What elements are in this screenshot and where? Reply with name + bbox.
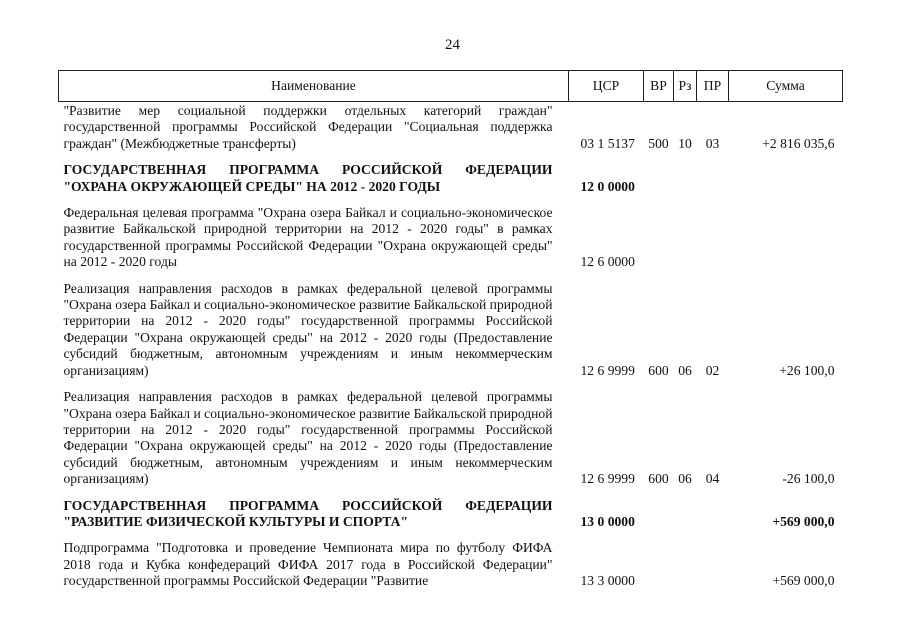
row-name: Подпрограмма "Подготовка и проведение Чемпионата мира по футболу ФИФА 2018 года и Кубка конфедераций ФИФА 2017 года в Российской Федерации" государственной программы Российской Федерации "Развитие (63, 540, 553, 589)
header-pr: ПР (697, 71, 729, 102)
row-name: Реализация направления расходов в рамках федеральной целевой программы "Охрана озера Байкал и социально-экономическое развитие Байкальской природной территории на 2012 - 2020 годы" государственной программы Российской Федерации "Охрана окружающей среды" на 2012 - 2020 годы (Предоставление субсидий бюджетным, автономным учреждениям и иным некоммерческим организациям) (63, 389, 553, 487)
row-vr: 500 (648, 135, 669, 151)
row-pr (697, 530, 729, 589)
page-number: 24 (445, 37, 460, 53)
header-vr: ВР (644, 71, 674, 102)
header-sum: Сумма (729, 71, 843, 102)
row-sum: -26 100,0 (782, 471, 835, 487)
table-row (59, 379, 843, 487)
row-pr (697, 152, 729, 195)
row-name: ГОСУДАРСТВЕННАЯ ПРОГРАММА РОССИЙСКОЙ ФЕДЕРАЦИИ "РАЗВИТИЕ ФИЗИЧЕСКОЙ КУЛЬТУРЫ И СПОРТА" (63, 497, 553, 529)
row-rz: 10 (678, 135, 692, 151)
row-sum: +2 816 035,6 (762, 135, 835, 151)
row-vr: 600 (648, 362, 669, 378)
row-vr (644, 530, 674, 589)
row-csr: 12 6 9999 (580, 362, 635, 378)
row-vr (644, 195, 674, 271)
row-name: Реализация направления расходов в рамках федеральной целевой программы "Охрана озера Байкал и социально-экономическое развитие Байкальской природной территории на 2012 - 2020 годы" государственной программы Российской Федерации "Охрана окружающей среды" на 2012 - 2020 годы (Предоставление субсидий бюджетным, автономным учреждениям и иным некоммерческим организациям) (63, 280, 553, 378)
row-pr: 03 (705, 135, 720, 151)
header-name: Наименование (59, 71, 569, 102)
row-sum: +569 000,0 (772, 513, 835, 529)
row-rz (674, 530, 697, 589)
row-pr: 04 (705, 471, 720, 487)
row-csr: 12 6 9999 (580, 471, 635, 487)
row-name: "Развитие мер социальной поддержки отдельных категорий граждан" государственной программы Российской Федерации "Социальная поддержка граждан" (Межбюджетные трансферты) (63, 103, 553, 151)
budget-table (58, 70, 843, 590)
row-vr (644, 488, 674, 531)
row-pr: 02 (705, 362, 720, 378)
row-rz (674, 488, 697, 531)
row-vr (644, 152, 674, 195)
row-sum (729, 195, 843, 271)
row-sum: +26 100,0 (779, 362, 835, 378)
row-csr: 03 1 5137 (580, 135, 635, 151)
row-rz (674, 152, 697, 195)
row-rz (674, 195, 697, 271)
row-rz: 06 (678, 471, 692, 487)
row-name: ГОСУДАРСТВЕННАЯ ПРОГРАММА РОССИЙСКОЙ ФЕДЕРАЦИИ "ОХРАНА ОКРУЖАЮЩЕЙ СРЕДЫ" НА 2012 - 2020 ГОДЫ (63, 162, 553, 194)
row-rz: 06 (678, 362, 692, 378)
row-csr: 13 3 0000 (580, 573, 635, 589)
row-sum: +569 000,0 (772, 573, 835, 589)
row-csr: 13 0 0000 (580, 513, 635, 529)
table-header (59, 71, 843, 102)
row-pr (697, 195, 729, 271)
header-rz: Рз (674, 71, 697, 102)
row-vr: 600 (648, 471, 669, 487)
table-row (59, 102, 843, 153)
table-row (59, 488, 843, 531)
row-name: Федеральная целевая программа "Охрана озера Байкал и социально-экономическое развитие Байкальской природной территории на 2012 - 2020 годы" в рамках государственной программы Российской Федерации "Охрана окружающей среды" на 2012 - 2020 годы (63, 205, 553, 270)
row-csr: 12 0 0000 (580, 178, 635, 194)
row-csr: 12 6 0000 (580, 254, 635, 270)
table-row (59, 152, 843, 195)
table-row (59, 530, 843, 589)
header-csr: ЦСР (569, 71, 644, 102)
row-sum (729, 152, 843, 195)
row-pr (697, 488, 729, 531)
table-row (59, 195, 843, 271)
table-row (59, 271, 843, 379)
